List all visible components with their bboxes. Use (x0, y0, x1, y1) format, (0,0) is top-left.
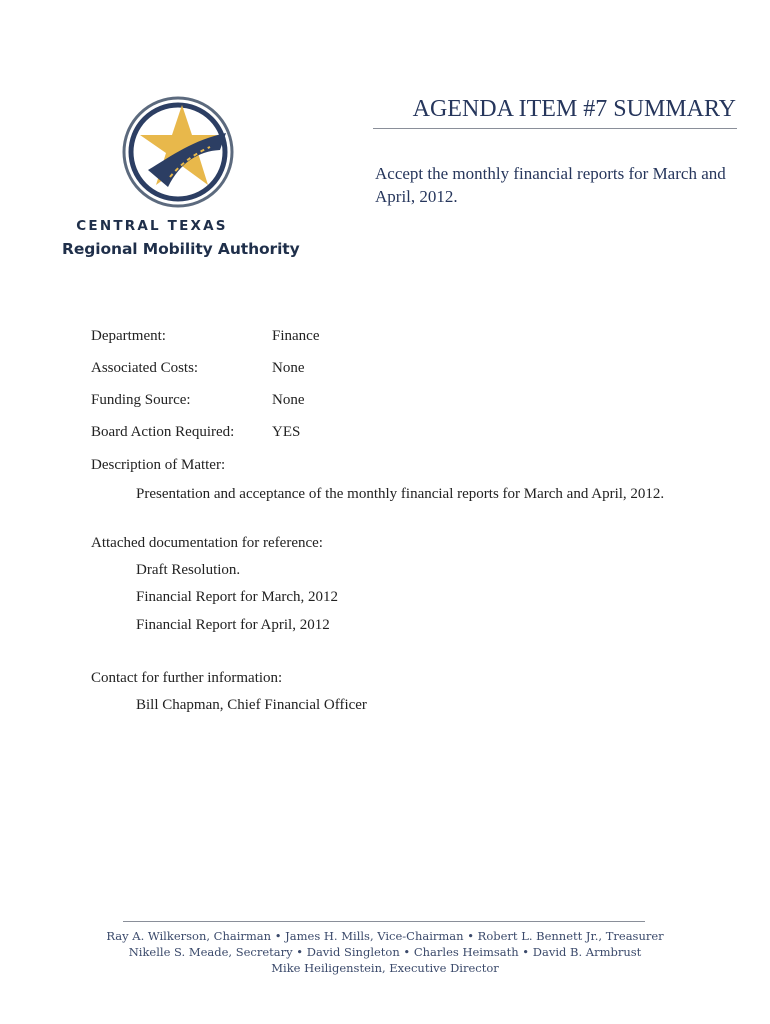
field-label-department: Department: (91, 328, 166, 344)
star-road-seal-icon (118, 95, 238, 210)
field-label-funding-source: Funding Source: (91, 392, 191, 408)
attachment-item: Financial Report for March, 2012 (136, 589, 339, 605)
contact-name: Bill Chapman, Chief Financial Officer (136, 697, 367, 713)
organization-name-line1: CENTRAL TEXAS (76, 218, 228, 234)
field-label-board-action: Board Action Required: (91, 424, 235, 440)
page-title: AGENDA ITEM #7 SUMMARY (412, 96, 736, 122)
organization-name-line2: Regional Mobility Authority (62, 240, 300, 258)
title-divider (373, 128, 737, 129)
field-value-board-action: YES (272, 424, 301, 440)
field-label-associated-costs: Associated Costs: (91, 360, 199, 376)
description-label: Description of Matter: (91, 457, 226, 473)
field-value-funding-source: None (272, 392, 305, 408)
footer-divider (123, 921, 645, 922)
description-text: Presentation and acceptance of the monthly financial reports for March and April, 2012. (136, 486, 665, 502)
attachment-item: Financial Report for April, 2012 (136, 617, 330, 633)
footer-board-line2: Nikelle S. Meade, Secretary • David Singleton • Charles Heimsath • David B. Armbrust (128, 945, 642, 959)
attachments-label: Attached documentation for reference: (91, 535, 323, 551)
contact-label: Contact for further information: (91, 670, 283, 686)
footer-board-line1: Ray A. Wilkerson, Chairman • James H. Mills, Vice-Chairman • Robert L. Bennett Jr., Treasurer (106, 929, 664, 943)
field-value-department: Finance (272, 328, 320, 344)
agenda-subtitle: Accept the monthly financial reports for March and April, 2012. (375, 164, 726, 206)
attachment-item: Draft Resolution. (136, 562, 241, 578)
footer-executive-director: Mike Heiligenstein, Executive Director (271, 961, 499, 975)
field-value-associated-costs: None (272, 360, 305, 376)
